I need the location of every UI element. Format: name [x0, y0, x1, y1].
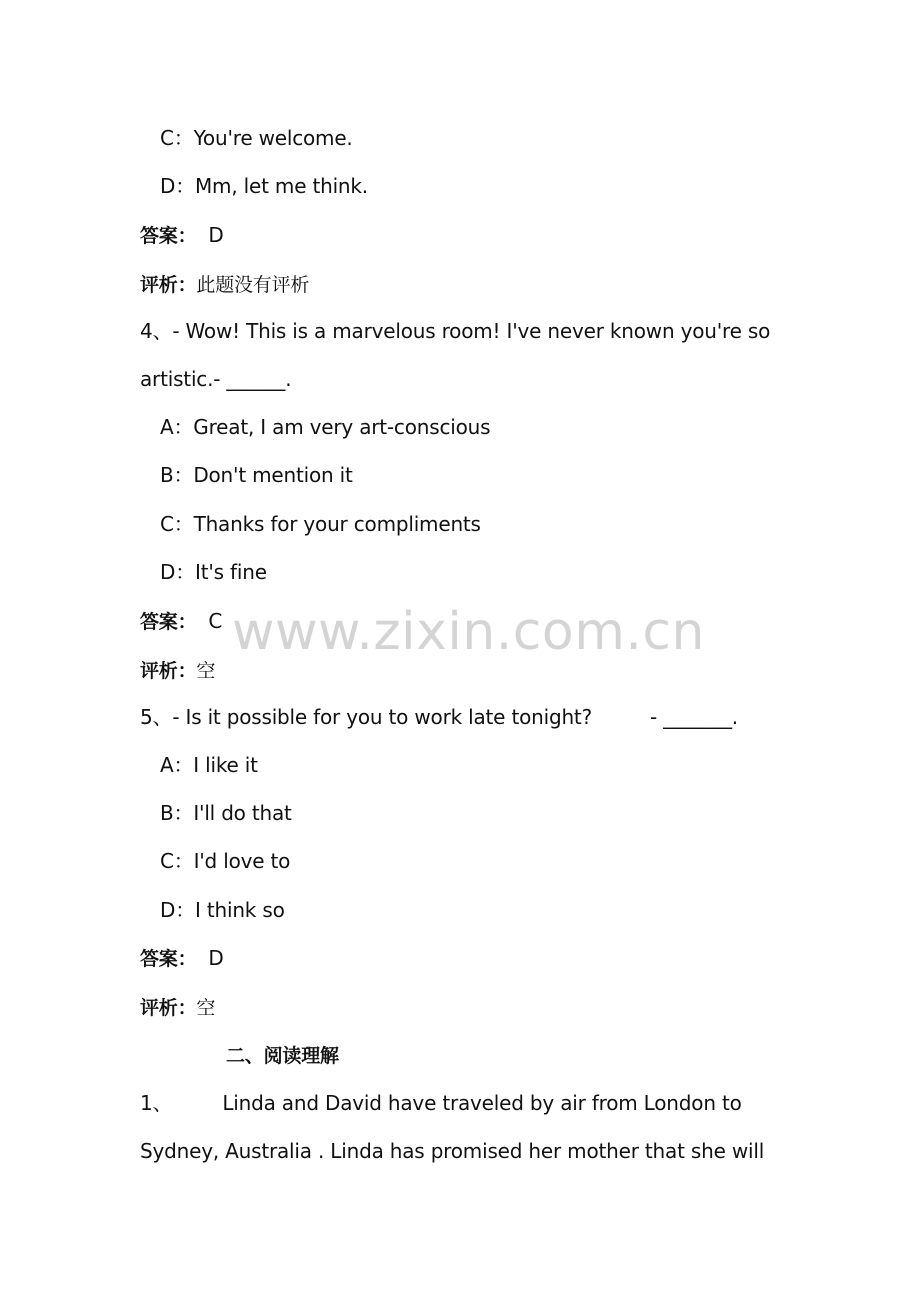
- reading-1-line1: [140, 1089, 742, 1117]
- watermark: www.zixin.com.cn: [232, 602, 705, 662]
- analysis-text: 空: [196, 660, 216, 682]
- answer-value: D: [208, 946, 224, 970]
- q3-analysis-row: [140, 270, 309, 299]
- q5-answer-row: [140, 944, 224, 973]
- q4-stem-line1: 4、- Wow! This is a marvelous room! I've never known you're so: [140, 319, 771, 343]
- answer-value: D: [208, 223, 224, 247]
- reading-1-line2: Sydney, Australia . Linda has promised her mother that she will: [140, 1139, 765, 1163]
- q5-option-d: D：I think so: [160, 898, 285, 922]
- analysis-label: 评析：: [140, 997, 197, 1019]
- q4-option-d: D：It's fine: [160, 560, 267, 584]
- q5-analysis-row: [140, 993, 215, 1022]
- q5-stem: [140, 703, 738, 731]
- analysis-label: 评析：: [140, 660, 197, 682]
- q4-answer-row: [140, 607, 222, 636]
- q5-stem-question: 5、- Is it possible for you to work late tonight?: [140, 705, 592, 729]
- analysis-text: 空: [196, 997, 216, 1019]
- q4-option-c: C：Thanks for your compliments: [160, 512, 481, 536]
- q5-option-c: C：I'd love to: [160, 849, 291, 873]
- analysis-label: 评析：: [140, 274, 197, 296]
- section-title: 二、阅读理解: [226, 1045, 339, 1067]
- answer-label: 答案：: [140, 225, 197, 247]
- q4-stem-line2: artistic.- ______.: [140, 367, 292, 391]
- answer-label: 答案：: [140, 611, 197, 633]
- answer-value: C: [208, 609, 223, 633]
- q5-stem-blank: - _______.: [649, 705, 738, 729]
- reading-number: 1、: [140, 1091, 173, 1115]
- answer-label: 答案：: [140, 948, 197, 970]
- q3-option-c: C：You're welcome.: [160, 126, 353, 150]
- q5-option-b: B：I'll do that: [160, 801, 292, 825]
- q3-option-d: D：Mm, let me think.: [160, 174, 368, 198]
- q3-answer-row: [140, 221, 224, 250]
- q4-option-b: B：Don't mention it: [160, 463, 353, 487]
- reading-text-line1: Linda and David have traveled by air from London to: [222, 1091, 742, 1115]
- q4-option-a: A：Great, I am very art-conscious: [160, 415, 491, 439]
- q5-option-a: A：I like it: [160, 753, 258, 777]
- q4-analysis-row: [140, 656, 215, 685]
- analysis-text: 此题没有评析: [196, 274, 310, 296]
